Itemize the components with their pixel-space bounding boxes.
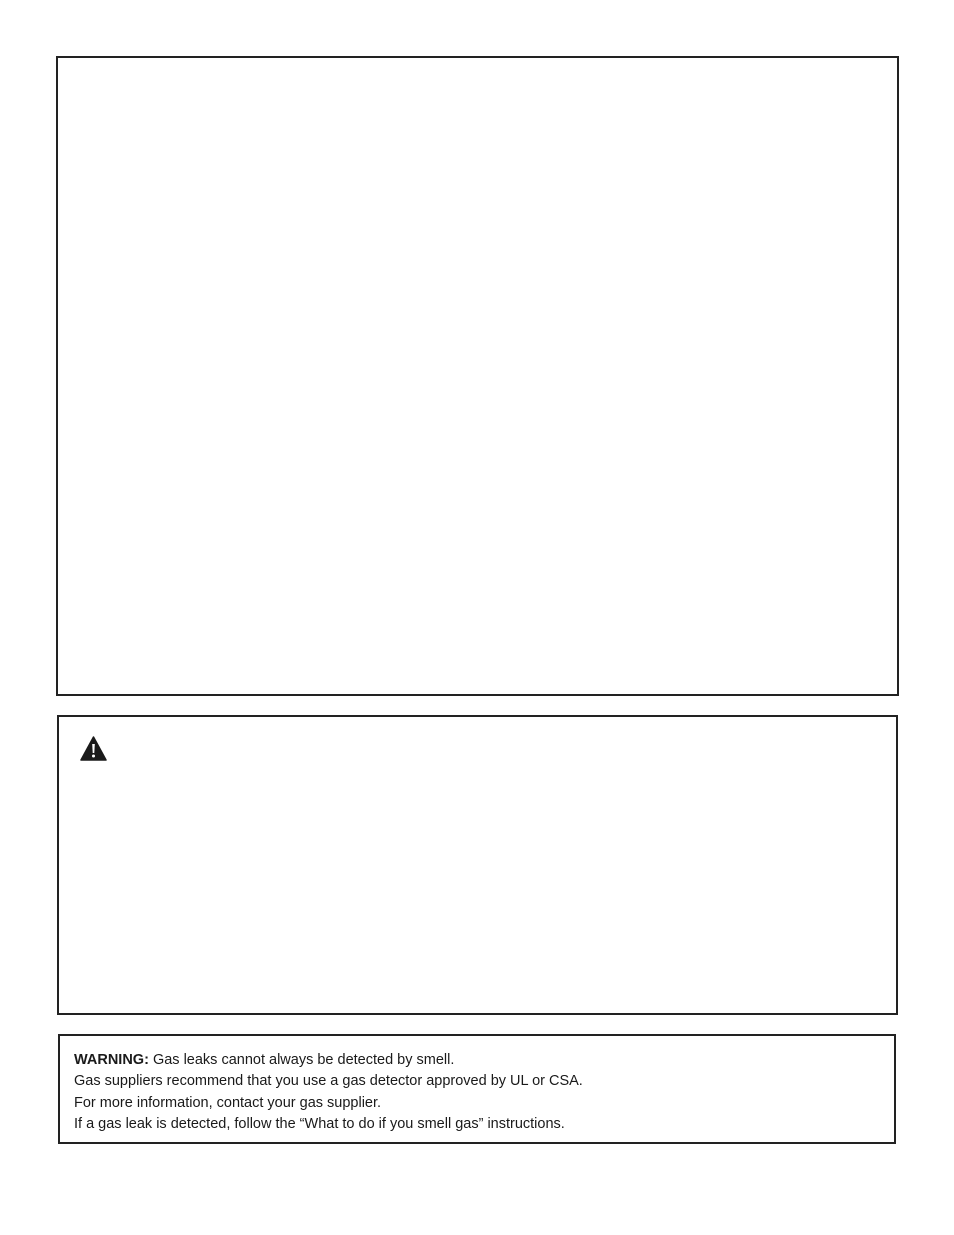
notice-lead-text: Gas leaks cannot always be detected by smell. [148,1052,455,1068]
notice-line-4: If a gas leak is detected, follow the “What to do if you smell gas” instructions. [74,1115,565,1132]
notice-line-3: For more information, contact your gas supplier. [74,1094,382,1111]
notice-lead: WARNING: [74,1052,149,1068]
warning-panel [57,715,898,1015]
warning-triangle-icon [80,736,107,761]
notice-line-2: Gas suppliers recommend that you use a gas detector approved by UL or CSA. [74,1073,583,1090]
notice-line-1 [74,1050,894,1071]
gas-leak-notice [58,1034,896,1144]
top-safety-panel [56,56,899,696]
